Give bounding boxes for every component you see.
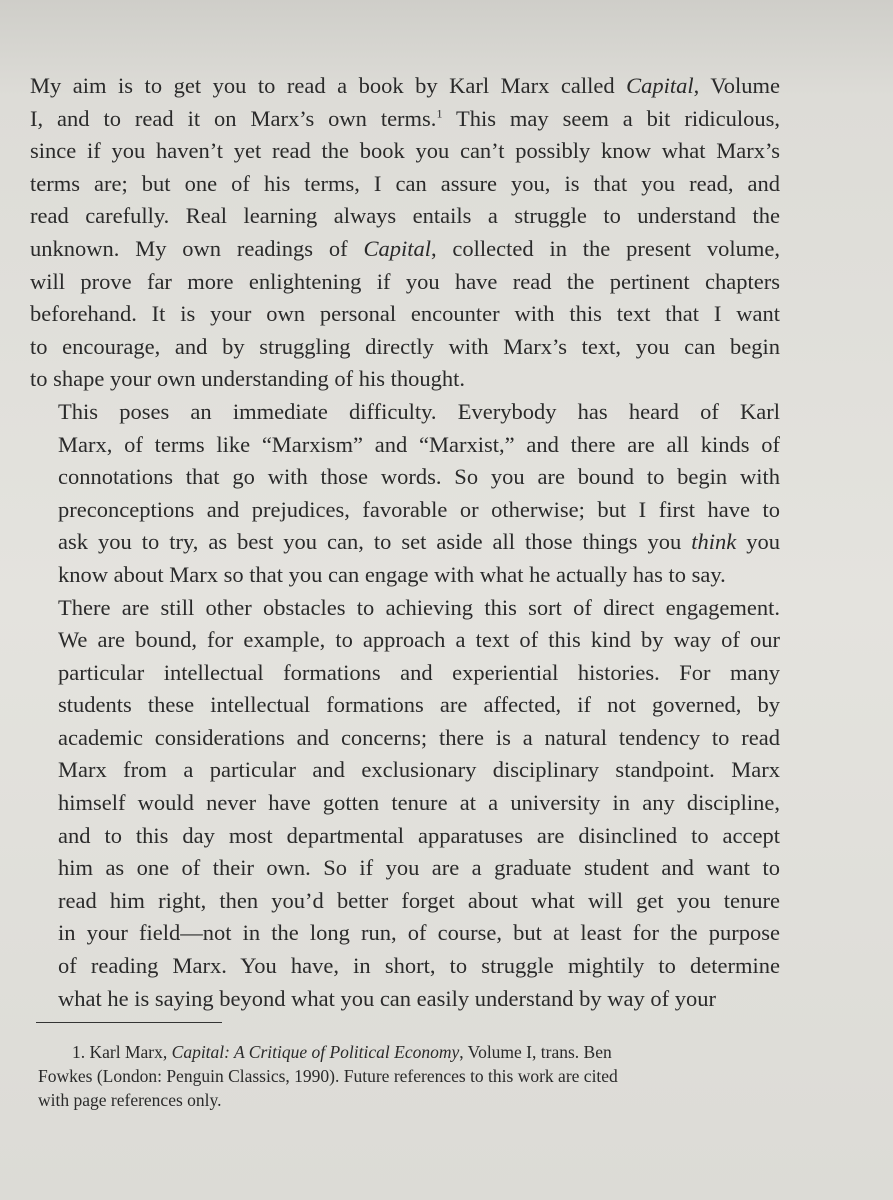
text-segment: This may seem a bit ridiculous, <box>442 105 780 131</box>
text-segment: since if you haven’t yet read the book you can’t possibly know what Marx’s <box>30 138 780 164</box>
text-segment: terms are; but one of his terms, I can assure you, is that you read, and <box>30 170 780 196</box>
text-segment: connotations that go with those words. So you are bound to begin with <box>58 464 780 490</box>
text-segment: We are bound, for example, to approach a text of this kind by way of our <box>58 627 780 653</box>
text-line <box>30 494 780 527</box>
text-segment: what he is saying beyond what you can easily understand by way of your <box>58 985 716 1011</box>
text-segment: students these intellectual formations are affected, if not governed, by <box>58 692 780 718</box>
text-segment: 1. Karl Marx, <box>72 1042 172 1062</box>
text-segment: read him right, then you’d better forget about what will get you tenure <box>58 887 780 913</box>
text-segment: Marx, of terms like “Marxism” and “Marxist,” and there are all kinds of <box>58 431 780 457</box>
text-line <box>30 787 780 820</box>
text-segment: , collected in the present volume, <box>430 235 780 261</box>
footnote-marker: 1 <box>436 106 443 121</box>
text-segment: himself would never have gotten tenure at a university in any discipline, <box>58 790 780 816</box>
text-line <box>30 624 780 657</box>
text-line <box>30 168 780 201</box>
text-segment: him as one of their own. So if you are a graduate student and want to <box>58 855 780 881</box>
text-segment: to shape your own understanding of his thought. <box>30 366 465 392</box>
text-line <box>30 592 780 625</box>
italic-text: Capital: A Critique of Political Economy <box>171 1042 460 1062</box>
text-line <box>30 820 780 853</box>
footnote-line <box>38 1064 738 1088</box>
text-line <box>30 722 780 755</box>
paragraph <box>30 592 780 1016</box>
italic-text: Capital <box>363 235 431 261</box>
text-segment: you <box>736 529 780 555</box>
text-segment: particular intellectual formations and experiential histories. For many <box>58 659 780 685</box>
text-segment: I, and to read it on Marx’s own terms. <box>30 105 437 131</box>
paragraph <box>30 70 780 396</box>
text-segment: My aim is to get you to read a book by Karl Marx called <box>30 73 627 98</box>
text-line <box>30 885 780 918</box>
italic-text: Capital <box>626 73 694 98</box>
text-segment: This poses an immediate difficulty. Everybody has heard of Karl <box>58 398 780 424</box>
footnote-line <box>38 1040 738 1064</box>
text-segment: will prove far more enlightening if you have read the pertinent chapters <box>30 268 780 294</box>
text-segment: beforehand. It is your own personal encounter with this text that I want <box>30 301 780 327</box>
text-segment: academic considerations and concerns; there is a natural tendency to read <box>58 724 780 750</box>
text-segment: Fowkes (London: Penguin Classics, 1990). Future references to this work are cited <box>38 1066 618 1086</box>
italic-text: think <box>691 529 737 555</box>
text-line <box>30 266 780 299</box>
text-segment: , Volume I, trans. Ben <box>459 1042 612 1062</box>
text-line <box>30 103 780 136</box>
text-segment: and to this day most departmental apparatuses are disinclined to accept <box>58 822 780 848</box>
text-line <box>30 526 780 559</box>
text-segment: , Volume <box>693 73 780 98</box>
text-line <box>30 950 780 983</box>
text-segment: unknown. My own readings of <box>30 235 364 261</box>
text-line <box>30 852 780 885</box>
text-segment: Marx from a particular and exclusionary disciplinary standpoint. Marx <box>58 757 780 783</box>
text-line <box>30 917 780 950</box>
footnote-rule <box>36 1022 222 1023</box>
text-line <box>30 689 780 722</box>
text-segment: know about Marx so that you can engage with what he actually has to say. <box>58 561 726 587</box>
text-segment: with page references only. <box>38 1090 222 1110</box>
text-line <box>30 396 780 429</box>
text-segment: preconceptions and prejudices, favorable or otherwise; but I first have to <box>58 496 780 522</box>
text-line <box>30 657 780 690</box>
text-line <box>30 331 780 364</box>
footnote-line <box>38 1088 738 1112</box>
paragraph <box>30 396 780 592</box>
text-line <box>30 298 780 331</box>
text-segment: ask you to try, as best you can, to set aside all those things you <box>58 529 692 555</box>
text-line <box>30 429 780 462</box>
text-line <box>30 233 780 266</box>
text-line <box>30 70 780 103</box>
text-line <box>30 363 780 396</box>
text-line <box>30 135 780 168</box>
text-line <box>30 200 780 233</box>
text-line <box>30 754 780 787</box>
text-segment: in your field—not in the long run, of course, but at least for the purpose <box>58 920 780 946</box>
footnote <box>38 1040 738 1112</box>
text-line <box>30 983 780 1016</box>
text-line <box>30 461 780 494</box>
text-segment: to encourage, and by struggling directly with Marx’s text, you can begin <box>30 333 780 359</box>
text-segment: of reading Marx. You have, in short, to struggle mightily to determine <box>58 953 780 979</box>
body-text <box>30 70 780 1015</box>
text-line <box>30 559 780 592</box>
text-segment: There are still other obstacles to achieving this sort of direct engagement. <box>58 594 780 620</box>
text-segment: read carefully. Real learning always entails a struggle to understand the <box>30 203 780 229</box>
